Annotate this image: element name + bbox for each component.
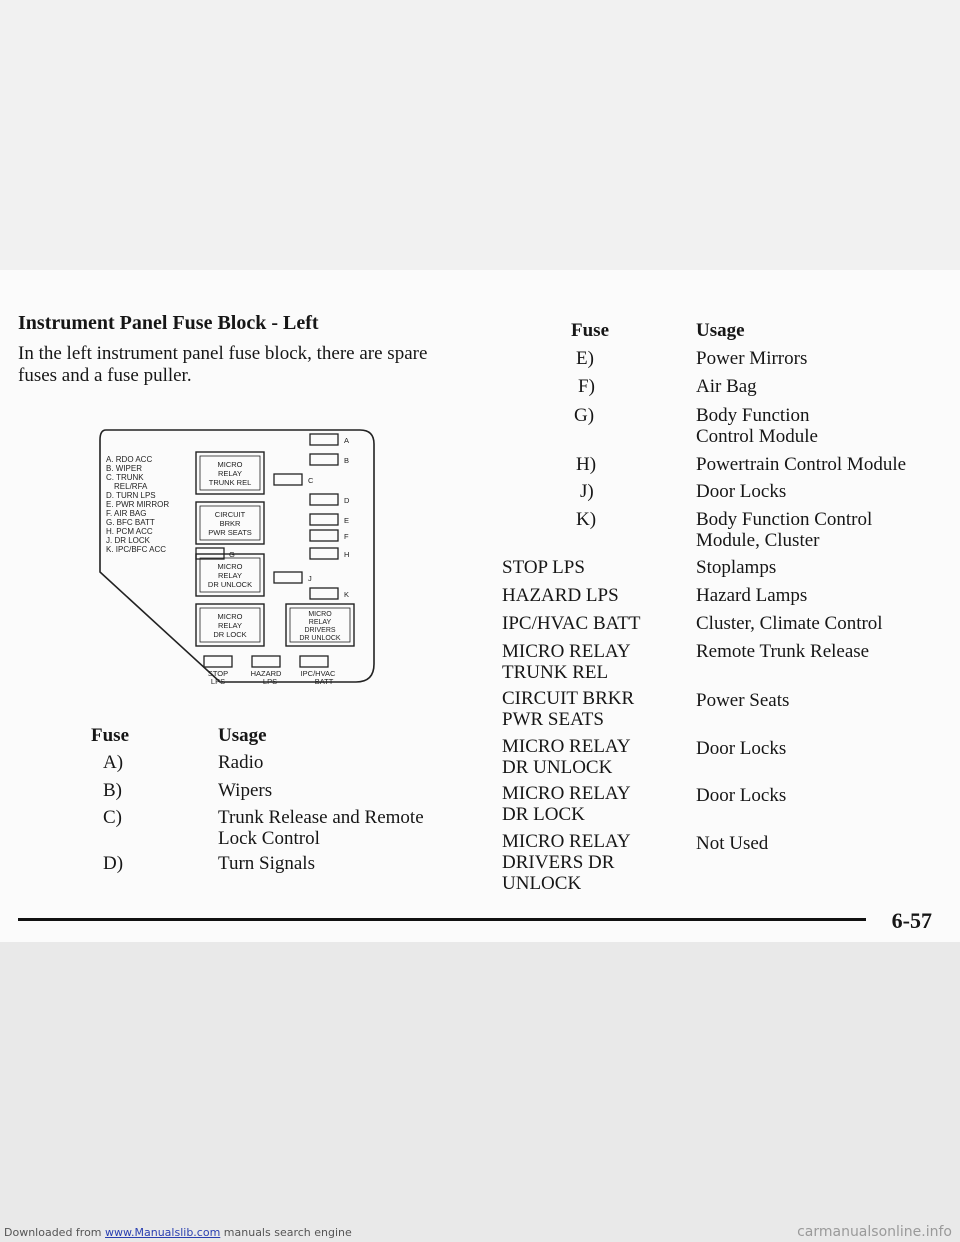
- relay-label: PWR SEATS: [208, 528, 252, 537]
- fuse-label: LPS: [262, 677, 278, 686]
- fuse-slot-e: [310, 514, 338, 525]
- fuse-id: DR LOCK: [502, 804, 585, 825]
- relay-label: DR UNLOCK: [299, 635, 341, 642]
- relay-pwr-seats: [196, 502, 264, 544]
- fuse-usage: Hazard Lamps: [696, 585, 808, 606]
- fuse-id: MICRO RELAY: [502, 736, 631, 757]
- fuse-usage: Trunk Release and Remote: [218, 807, 424, 828]
- fuse-usage: Power Seats: [696, 690, 790, 711]
- fuse-id: E): [576, 348, 594, 369]
- fuse-usage: Cluster, Climate Control: [696, 613, 883, 634]
- blank-top-band: [0, 0, 960, 270]
- page-number: 6-57: [891, 908, 932, 933]
- relay-label: DRIVERS: [304, 627, 336, 634]
- fuse-column-header: Fuse: [91, 725, 129, 746]
- fuse-block-diagram: [92, 420, 380, 690]
- fuse-slot-f: [310, 530, 338, 541]
- fuse-id: DR UNLOCK: [502, 757, 613, 778]
- fuse-letter: D: [344, 496, 350, 505]
- relay-label: RELAY: [217, 621, 243, 630]
- usage-column-header: Usage: [218, 725, 267, 746]
- fuse-slot-hazard: [252, 656, 280, 667]
- fuse-id: F): [578, 376, 595, 397]
- fuse-letter: E: [344, 516, 350, 525]
- fuse-usage: Body Function Control: [696, 509, 873, 530]
- fuse-id: CIRCUIT BRKR: [502, 688, 635, 709]
- fuse-id: HAZARD LPS: [502, 585, 619, 606]
- relay-label: DR UNLOCK: [207, 580, 253, 589]
- fuse-slot-h: [310, 548, 338, 559]
- manualslib-link[interactable]: www.Manualslib.com: [105, 1226, 221, 1239]
- fuse-id: D): [103, 853, 124, 874]
- relay-label: MICRO: [217, 460, 243, 469]
- relay-label: RELAY: [217, 571, 243, 580]
- download-suffix: manuals search engine: [220, 1226, 352, 1239]
- fuse-id: H): [576, 454, 597, 475]
- section-title: Instrument Panel Fuse Block - Left: [18, 312, 319, 334]
- legend-line: F. AIR BAG: [106, 509, 147, 518]
- fuse-slot-j: [274, 572, 302, 583]
- fuse-id: IPC/HVAC BATT: [502, 613, 641, 634]
- fuse-letter: H: [344, 550, 350, 559]
- fuse-slot-stop: [204, 656, 232, 667]
- legend-line: B. WIPER: [106, 464, 143, 473]
- bottom-fuse-labels: [208, 669, 336, 686]
- fuse-letter: B: [344, 456, 350, 465]
- fuse-usage: Air Bag: [696, 376, 757, 397]
- intro-text: In the left instrument panel fuse block, there are spare fuses and a fuse puller.: [18, 343, 428, 386]
- fuse-letter: C: [308, 476, 314, 485]
- fuse-usage: Body Function: [696, 405, 810, 426]
- fuse-letter: A: [344, 436, 350, 445]
- fuse-slot-d: [310, 494, 338, 505]
- relay-label: BRKR: [219, 519, 241, 528]
- fuse-slot-b: [310, 454, 338, 465]
- fuse-id: MICRO RELAY: [502, 641, 631, 662]
- relay-label: MICRO: [217, 562, 243, 571]
- fuse-slot-c: [274, 474, 302, 485]
- fuse-id: TRUNK REL: [502, 662, 609, 683]
- fuse-usage: Remote Trunk Release: [696, 641, 870, 662]
- fuse-usage: Stoplamps: [696, 557, 777, 578]
- legend-line: J. DR LOCK: [106, 536, 151, 545]
- fuse-id: A): [103, 752, 124, 773]
- relay-dr-unlock: [196, 554, 264, 596]
- fuse-label: BATT: [314, 677, 334, 686]
- fuse-letter: G: [229, 550, 235, 559]
- download-source-bar: [4, 1226, 352, 1239]
- site-watermark: carmanualsonline.info: [797, 1224, 952, 1240]
- fuse-usage: Module, Cluster: [696, 530, 820, 551]
- fuse-id: UNLOCK: [502, 873, 582, 894]
- fuse-slot-a: [310, 434, 338, 445]
- fuse-label: STOP: [207, 669, 229, 678]
- fuse-id: MICRO RELAY: [502, 783, 631, 804]
- fuse-slot-letters: [229, 436, 350, 599]
- blank-bottom-band: [0, 942, 960, 1242]
- fuse-id: MICRO RELAY: [502, 831, 631, 852]
- fuse-slot-ipc: [300, 656, 328, 667]
- fuse-usage: Power Mirrors: [696, 348, 808, 369]
- fuse-usage: Wipers: [218, 780, 273, 801]
- fuse-usage: Lock Control: [218, 828, 320, 849]
- fuse-usage: Control Module: [696, 426, 818, 447]
- fuse-usage: Door Locks: [696, 785, 787, 806]
- fuse-label: HAZARD: [250, 669, 282, 678]
- fuse-letter: K: [344, 590, 350, 599]
- fuse-usage: Door Locks: [696, 738, 787, 759]
- fuse-letter: J: [308, 574, 312, 583]
- download-prefix: Downloaded from: [4, 1226, 106, 1239]
- fuse-id: B): [103, 780, 122, 801]
- fuse-usage-table-right: [502, 320, 932, 898]
- fuse-usage-table-left: [91, 725, 451, 885]
- fuse-id: PWR SEATS: [502, 709, 604, 730]
- fuse-id: STOP LPS: [502, 557, 585, 578]
- legend-line: C. TRUNK: [106, 473, 144, 482]
- legend-line: D. TURN LPS: [106, 491, 156, 500]
- relay-label: MICRO: [217, 612, 243, 621]
- usage-column-header: Usage: [696, 320, 745, 341]
- relay-label: DR LOCK: [213, 630, 247, 639]
- relay-dr-lock: [196, 604, 264, 646]
- legend-line: G. BFC BATT: [106, 518, 155, 527]
- fuse-id: DRIVERS DR: [502, 852, 615, 873]
- fuse-id: G): [574, 405, 595, 426]
- relay-drivers-dr-unlock: [286, 604, 354, 646]
- relay-trunk-rel: [196, 452, 264, 494]
- fuse-id: K): [576, 509, 597, 530]
- fuse-slot-k: [310, 588, 338, 599]
- legend-line: REL/RFA: [114, 482, 148, 491]
- fuse-usage: Turn Signals: [218, 853, 315, 874]
- legend-list: [106, 455, 169, 554]
- relay-label: CIRCUIT: [214, 510, 246, 519]
- fuse-label: LPS: [210, 677, 226, 686]
- fuse-usage: Radio: [218, 752, 264, 773]
- relay-label: RELAY: [217, 469, 243, 478]
- relay-label: RELAY: [308, 619, 332, 626]
- fuse-letter: F: [344, 532, 349, 541]
- fuse-label: IPC/HVAC: [300, 669, 336, 678]
- fuse-id: J): [580, 481, 594, 502]
- fuse-column-header: Fuse: [571, 320, 609, 341]
- fuse-usage: Door Locks: [696, 481, 787, 502]
- relay-label: TRUNK REL: [208, 478, 252, 487]
- page-footer-rule: [18, 918, 866, 921]
- legend-line: K. IPC/BFC ACC: [106, 545, 167, 554]
- fuse-usage: Not Used: [696, 833, 769, 854]
- relay-label: MICRO: [308, 611, 332, 618]
- legend-line: E. PWR MIRROR: [106, 500, 170, 509]
- legend-line: H. PCM ACC: [106, 527, 153, 536]
- fuse-id: C): [103, 807, 122, 828]
- legend-line: A. RDO ACC: [106, 455, 153, 464]
- fuse-usage: Powertrain Control Module: [696, 454, 907, 475]
